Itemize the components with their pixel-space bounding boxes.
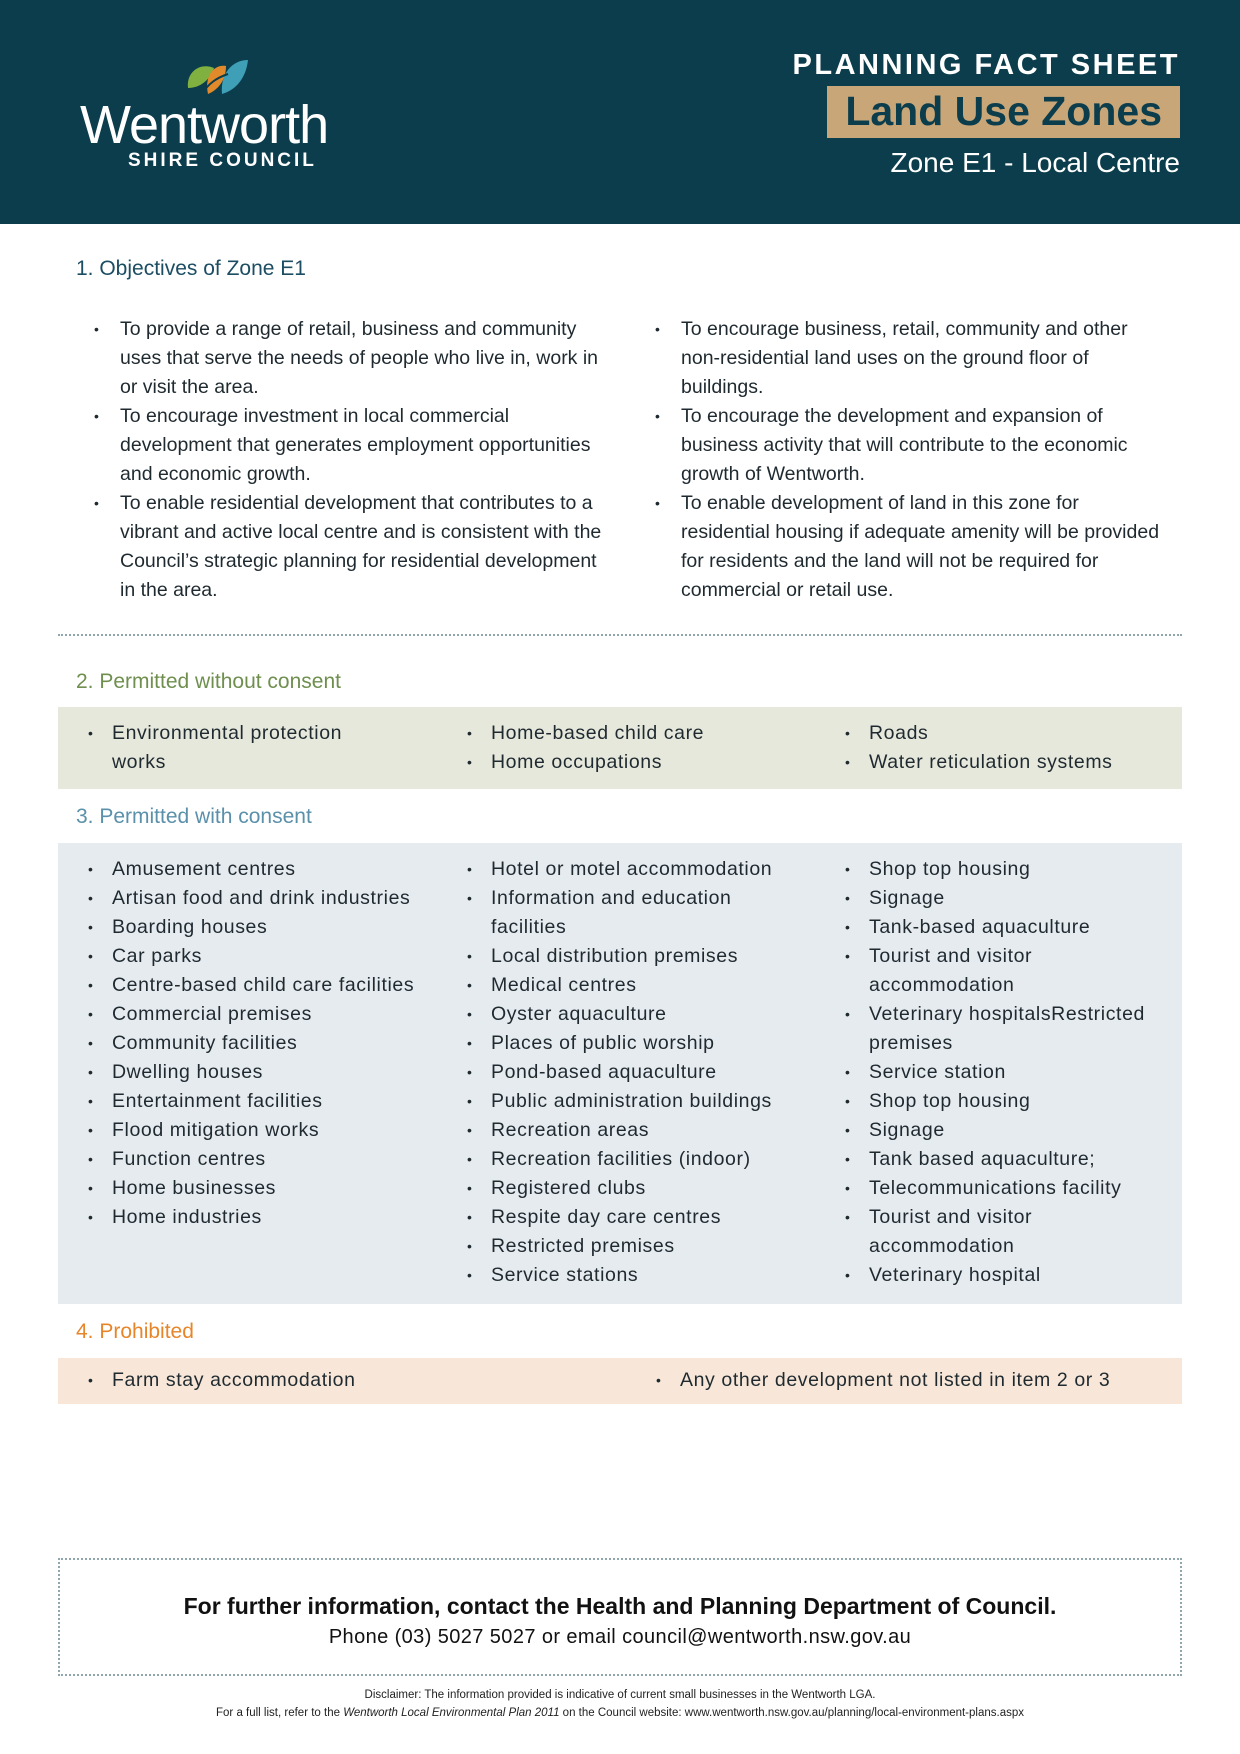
list-item: • Signage [845,1116,1175,1145]
list-item: • Boarding houses [88,913,418,942]
list-item: • Registered clubs [467,1174,807,1203]
list-item: • Any other development not listed in item 2 or 3 [656,1366,1176,1395]
header-titles [793,48,1180,180]
list-item: • Service station [845,1058,1175,1087]
list-item: • To encourage the development and expansion of business activity that will contribute to the economic growth of Wentworth. [655,402,1161,489]
list-item: • Water reticulation systems [845,748,1175,777]
prohibited-heading: 4. Prohibited [76,1320,194,1343]
list-item: • Service stations [467,1261,807,1290]
list-item: • Tourist and visitor accommodation [845,1203,1175,1261]
page-title: Land Use Zones [845,88,1162,134]
section-divider [58,634,1182,636]
with-consent-col-1 [88,855,418,1232]
list-item: • Signage [845,884,1175,913]
disclaimer-website: on the Council website: www.wentworth.nsw.gov.au/planning/local-environment-plans.aspx [559,1707,1024,1719]
list-item: • Environmental protection works [88,719,388,777]
list-item: • Local distribution premises [467,942,807,971]
with-consent-col-2 [467,855,807,1290]
list-item: • Home-based child care [467,719,807,748]
list-item: • Centre-based child care facilities [88,971,418,1000]
zone-subtitle: Zone E1 - Local Centre [890,147,1180,178]
council-logo [78,54,358,174]
without-consent-band [58,707,1182,789]
list-item: • Tourist and visitor accommodation [845,942,1175,1000]
list-item: • Medical centres [467,971,807,1000]
with-consent-heading: 3. Permitted with consent [76,805,312,828]
with-consent-col-3 [845,855,1175,1290]
list-item: • Car parks [88,942,418,971]
objectives-left-list [94,315,602,605]
list-item: • Artisan food and drink industries [88,884,418,913]
list-item: • To provide a range of retail, business and community uses that serve the needs of people who live in, work in or visit the area. [94,315,602,402]
list-item: • To encourage business, retail, community and other non-residential land uses on the ground floor of buildings. [655,315,1161,402]
list-item: • To encourage investment in local commercial development that generates employment opportunities and economic growth. [94,402,602,489]
list-item: • Hotel or motel accommodation [467,855,807,884]
disclaimer [0,1686,1240,1722]
list-item: • Community facilities [88,1029,418,1058]
list-item: • Shop top housing [845,855,1175,884]
list-item: • Dwelling houses [88,1058,418,1087]
without-consent-heading: 2. Permitted without consent [76,670,341,693]
page-header [0,0,1240,224]
list-item: • Pond-based aquaculture [467,1058,807,1087]
list-item: • Recreation facilities (indoor) [467,1145,807,1174]
contact-box [58,1558,1182,1676]
list-item: • Recreation areas [467,1116,807,1145]
header-title-box [827,86,1180,138]
list-item: • Oyster aquaculture [467,1000,807,1029]
list-item: • Commercial premises [88,1000,418,1029]
list-item: • Home occupations [467,748,807,777]
list-item: • Shop top housing [845,1087,1175,1116]
contact-details: Phone (03) 5027 5027 or email council@wentworth.nsw.gov.au [328,1626,912,1648]
objectives-left-column [94,315,602,605]
list-item: • Farm stay accommodation [88,1366,588,1395]
list-item: • Veterinary hospital [845,1261,1175,1290]
list-item: • Flood mitigation works [88,1116,418,1145]
logo-subtitle: SHIRE COUNCIL [128,150,317,171]
disclaimer-line-2 [0,1704,1240,1722]
prohibited-col-2 [656,1366,1176,1395]
list-item: • Places of public worship [467,1029,807,1058]
list-item: • Telecommunications facility [845,1174,1175,1203]
header-kicker: PLANNING FACT SHEET [792,49,1180,81]
list-item: • Information and education facilities [467,884,807,942]
objectives-right-column [655,315,1161,605]
lep-title: Wentworth Local Environmental Plan 2011 [343,1707,560,1719]
list-item: • Tank based aquaculture; [845,1145,1175,1174]
list-item: • Public administration buildings [467,1087,807,1116]
without-consent-col-2 [467,719,807,777]
list-item: • To enable development of land in this zone for residential housing if adequate amenity will be provided for residents and the land will not be required for commercial or retail use. [655,489,1161,605]
list-item: • To enable residential development that contributes to a vibrant and active local centre and is consistent with the Council’s strategic planning for residential development in the area. [94,489,602,605]
list-item: • Home industries [88,1203,418,1232]
list-item: • Amusement centres [88,855,418,884]
list-item: • Home businesses [88,1174,418,1203]
prohibited-col-1 [88,1366,588,1395]
objectives-right-list [655,315,1161,605]
with-consent-band [58,843,1182,1304]
without-consent-col-1 [88,719,388,777]
list-item: • Roads [845,719,1175,748]
list-item: • Entertainment facilities [88,1087,418,1116]
disclaimer-line-1: Disclaimer: The information provided is indicative of current small businesses in the Wentworth LGA. [364,1689,876,1701]
list-item: • Tank-based aquaculture [845,913,1175,942]
list-item: • Function centres [88,1145,418,1174]
list-item: • Restricted premises [467,1232,807,1261]
prohibited-band [58,1358,1182,1404]
list-item: • Veterinary hospitalsRestricted premises [845,1000,1175,1058]
contact-lead: For further information, contact the Health and Planning Department of Council. [183,1593,1057,1619]
without-consent-col-3 [845,719,1175,777]
objectives-heading: 1. Objectives of Zone E1 [76,257,306,280]
list-item: • Respite day care centres [467,1203,807,1232]
disclaimer-text: For a full list, refer to the [216,1707,344,1719]
logo-name: Wentworth [80,95,329,155]
